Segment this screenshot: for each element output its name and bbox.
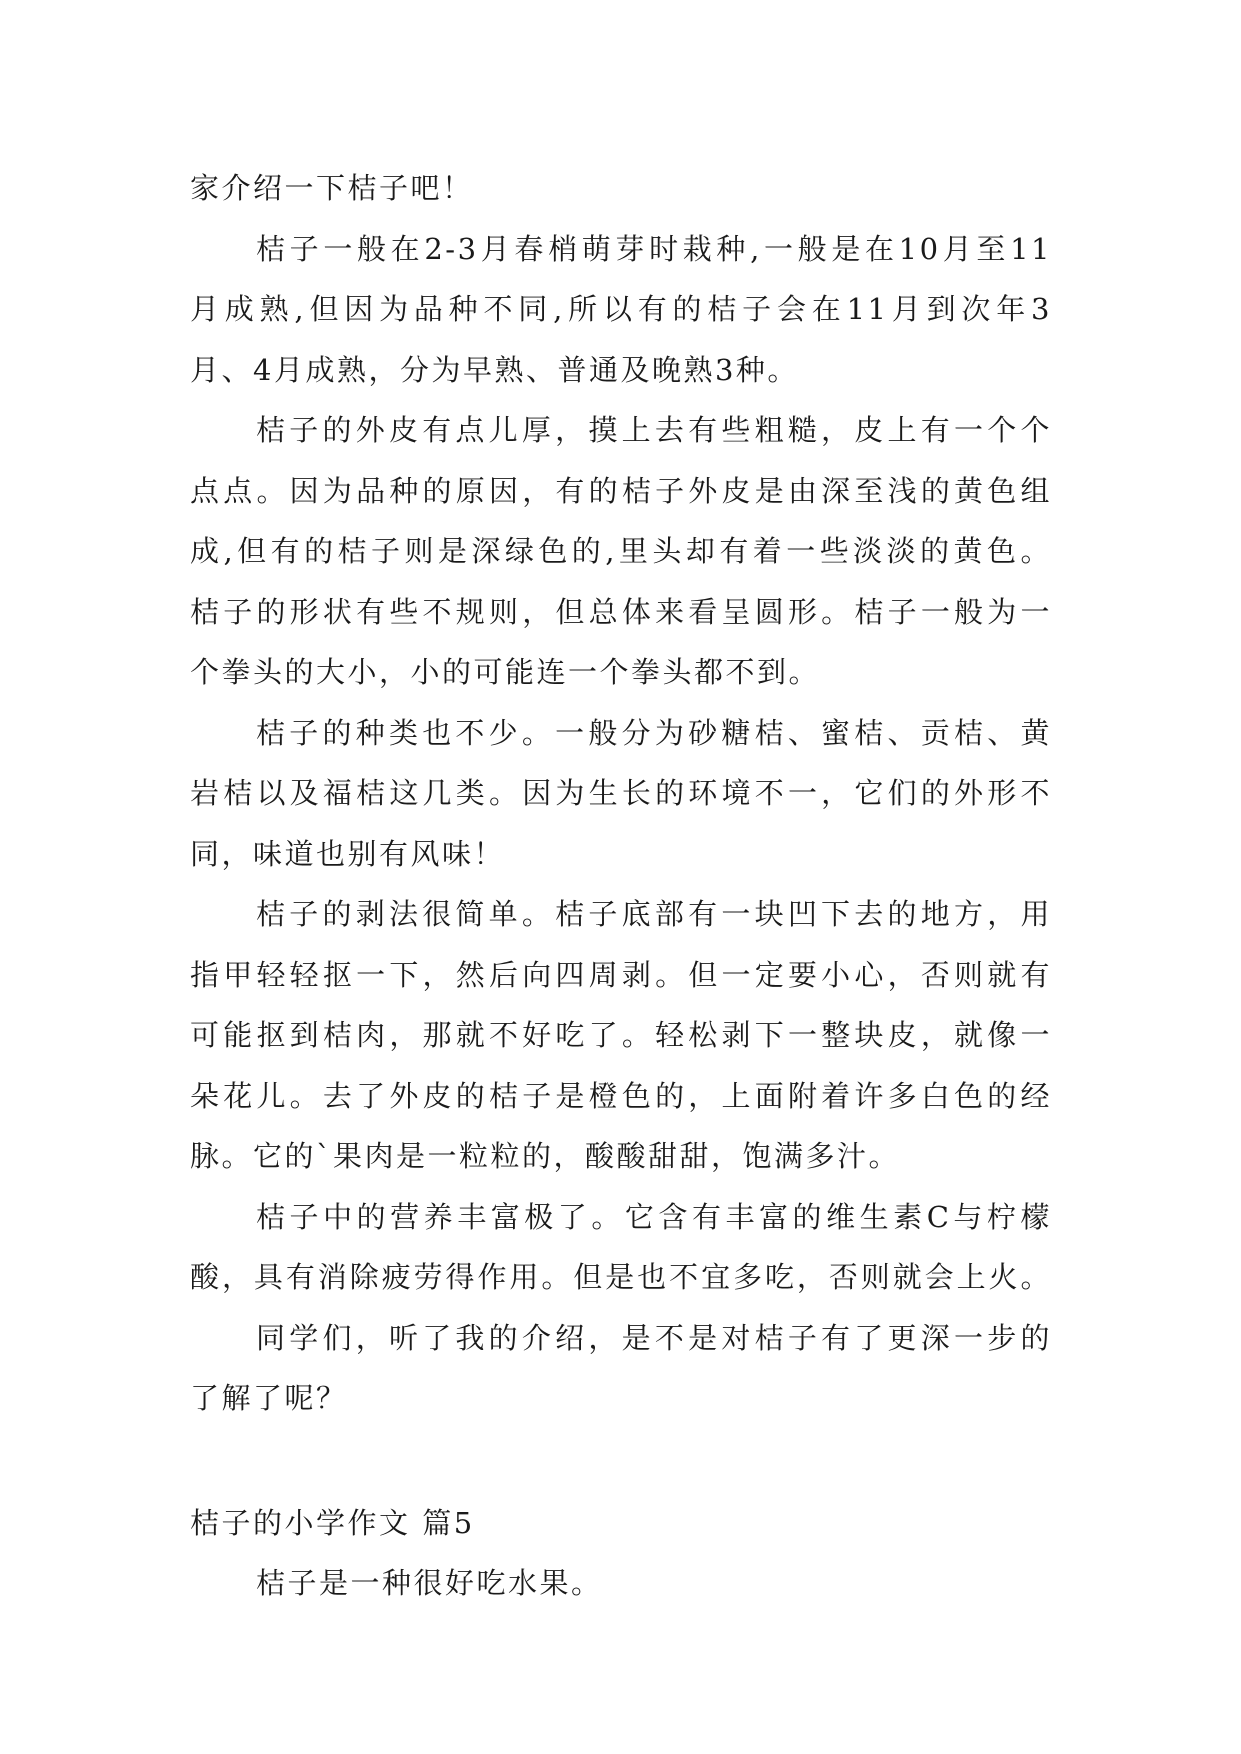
paragraph-first-line: 桔子一般在2-3月春梢萌芽时栽种,一般是在10月至11 (256, 231, 1052, 266)
section-gap (190, 1429, 1052, 1493)
text-line: 桔子的形状有些不规则，但总体来看呈圆形。桔子一般为一 (190, 594, 1052, 629)
document-body (190, 158, 1052, 1614)
paragraph-first-line: 桔子的外皮有点儿厚，摸上去有些粗糙，皮上有一个个 (256, 413, 1052, 447)
paragraph-first-line: 桔子的剥法很简单。桔子底部有一块凹下去的地方，用 (256, 897, 1052, 931)
text-line: 可能抠到桔肉，那就不好吃了。轻松剥下一整块皮，就像一 (190, 1018, 1052, 1052)
text-line: 指甲轻轻抠一下，然后向四周剥。但一定要小心，否则就有 (190, 957, 1052, 992)
text-line: 点点。因为品种的原因，有的桔子外皮是由深至浅的黄色组 (190, 473, 1052, 508)
text-line: 酸，具有消除疲劳得作用。但是也不宜多吃，否则就会上火。 (190, 1260, 1052, 1294)
text-line: 脉。它的`果肉是一粒粒的，酸酸甜甜，饱满多汁。 (190, 1139, 901, 1173)
section-title: 桔子的小学作文 篇5 (190, 1505, 475, 1540)
paragraph-first-line: 桔子是一种很好吃水果。 (256, 1566, 603, 1600)
text-line: 个拳头的大小，小的可能连一个拳头都不到。 (190, 655, 821, 689)
text-line: 月成熟,但因为品种不同,所以有的桔子会在11月到次年3 (190, 292, 1052, 326)
text-line: 了解了呢？ (190, 1381, 348, 1415)
text-line: 同，味道也别有风味！ (190, 836, 506, 871)
paragraph-first-line: 桔子的种类也不少。一般分为砂糖桔、蜜桔、贡桔、黄 (256, 715, 1052, 750)
text-line: 成,但有的桔子则是深绿色的,里头却有着一些淡淡的黄色。 (190, 534, 1052, 568)
text-line: 家介绍一下桔子吧！ (190, 171, 474, 205)
paragraph-first-line: 同学们，听了我的介绍，是不是对桔子有了更深一步的 (256, 1320, 1052, 1355)
text-line: 岩桔以及福桔这几类。因为生长的环境不一，它们的外形不 (190, 776, 1052, 810)
paragraph-first-line: 桔子中的营养丰富极了。它含有丰富的维生素C与柠檬 (256, 1199, 1052, 1234)
text-line: 朵花儿。去了外皮的桔子是橙色的，上面附着许多白色的经 (190, 1078, 1052, 1113)
text-line: 月、4月成熟，分为早熟、普通及晚熟3种。 (190, 352, 799, 387)
